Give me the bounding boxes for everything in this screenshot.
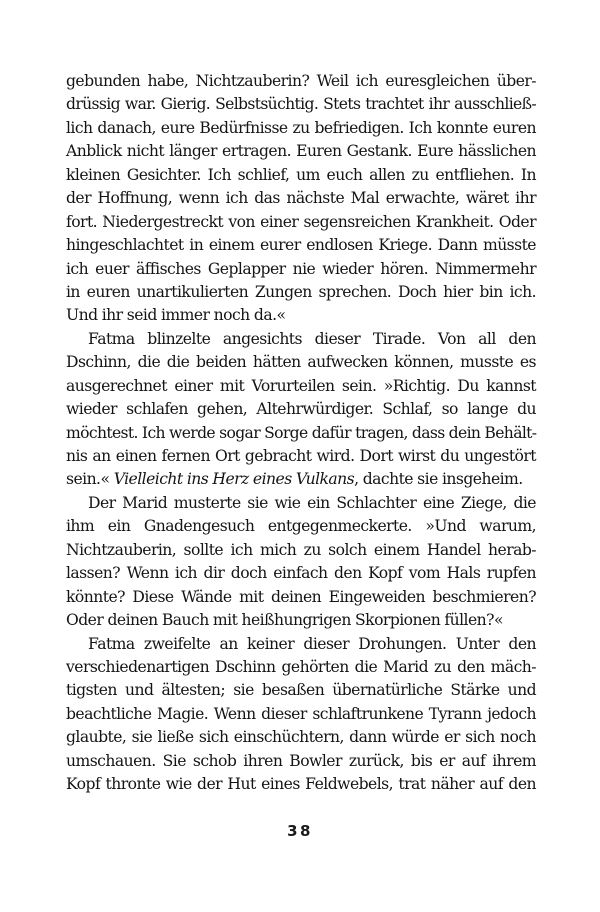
text-line: drüssig war. Gierig. Selbstsüchtig. Stets trachtet ihr ausschließ- — [66, 95, 536, 114]
text-line: ihm ein Gnadengesuch entgegenmeckerte. »Und warum, — [66, 517, 536, 536]
text-line: lassen? Wenn ich dir doch einfach den Kopf vom Hals rupfen — [66, 564, 536, 583]
text-line: Der Marid musterte sie wie ein Schlachter eine Ziege, die — [88, 493, 536, 512]
text-line: ausgerechnet einer mit Vorurteilen sein. »Richtig. Du kannst — [66, 376, 536, 395]
text-line: Oder deinen Bauch mit heißhungrigen Skorpionen füllen?« — [66, 611, 503, 630]
text-line: Nichtzauberin, sollte ich mich zu solch einem Handel herab- — [66, 540, 536, 559]
text-line: fort. Niedergestreckt von einer segensreichen Krankheit. Oder — [66, 212, 536, 231]
paragraph — [66, 70, 536, 328]
text-run: , dachte sie insgeheim. — [354, 470, 523, 489]
text-line: nis an einen fernen Ort gebracht wird. Dort wirst du ungestört — [66, 447, 536, 465]
text-line: Dschinn, die die beiden hätten aufwecken können, musste es — [66, 353, 536, 372]
body-text — [66, 70, 536, 797]
text-line: umschauen. Sie schob ihren Bowler zurück, bis er auf ihrem — [66, 751, 536, 770]
text-line: Fatma blinzelte angesichts dieser Tirade. Von all den — [88, 329, 536, 348]
text-line: tigsten und ältesten; sie besaßen übernatürliche Stärke und — [66, 681, 536, 700]
italic-thought: Vielleicht ins Herz eines Vulkans — [113, 470, 355, 489]
text-line: gebunden habe, Nichtzauberin? Weil ich euresgleichen über- — [66, 72, 536, 90]
text-line: möchtest. Ich werde sogar Sorge dafür tragen, dass dein Behält- — [66, 423, 537, 442]
text-line: glaubte, sie ließe sich einschüchtern, dann würde er sich noch — [66, 728, 536, 747]
text-line: in euren unartikulierten Zungen sprechen. Doch hier bin ich. — [66, 282, 536, 301]
text-line: hingeschlachtet in einem eurer endlosen Kriege. Dann müsste — [66, 236, 536, 255]
text-line — [66, 468, 536, 491]
text-line: Fatma zweifelte an keiner dieser Drohungen. Unter den — [88, 634, 536, 653]
text-line: lich danach, eure Bedürfnisse zu befriedigen. Ich konnte euren — [66, 118, 536, 137]
text-line: wieder schlafen gehen, Altehrwürdiger. Schlaf, so lange du — [66, 400, 536, 419]
page-number: 38 — [287, 822, 313, 840]
text-run: sein.« — [66, 470, 110, 489]
paragraph — [66, 328, 536, 492]
text-line: Kopf thronte wie der Hut eines Feldwebels, trat näher auf den — [66, 775, 536, 794]
text-line: ich euer äffisches Geplapper nie wieder hören. Nimmermehr — [66, 259, 536, 278]
text-line: der Hoffnung, wenn ich das nächste Mal erwachte, wäret ihr — [66, 189, 536, 208]
text-line: Anblick nicht länger ertragen. Euren Gestank. Eure hässlichen — [66, 142, 536, 161]
text-line: beachtliche Magie. Wenn dieser schlaftrunkene Tyrann jedoch — [66, 704, 536, 723]
paragraph — [66, 633, 536, 797]
paragraph — [66, 492, 536, 633]
text-line: könnte? Diese Wände mit deinen Eingeweiden beschmieren? — [66, 587, 536, 606]
text-line: kleinen Gesichter. Ich schlief, um euch allen zu entfliehen. In — [66, 165, 536, 184]
text-line: verschiedenartigen Dschinn gehörten die Marid zu den mäch- — [66, 657, 536, 676]
text-line: Und ihr seid immer noch da.« — [66, 306, 286, 325]
